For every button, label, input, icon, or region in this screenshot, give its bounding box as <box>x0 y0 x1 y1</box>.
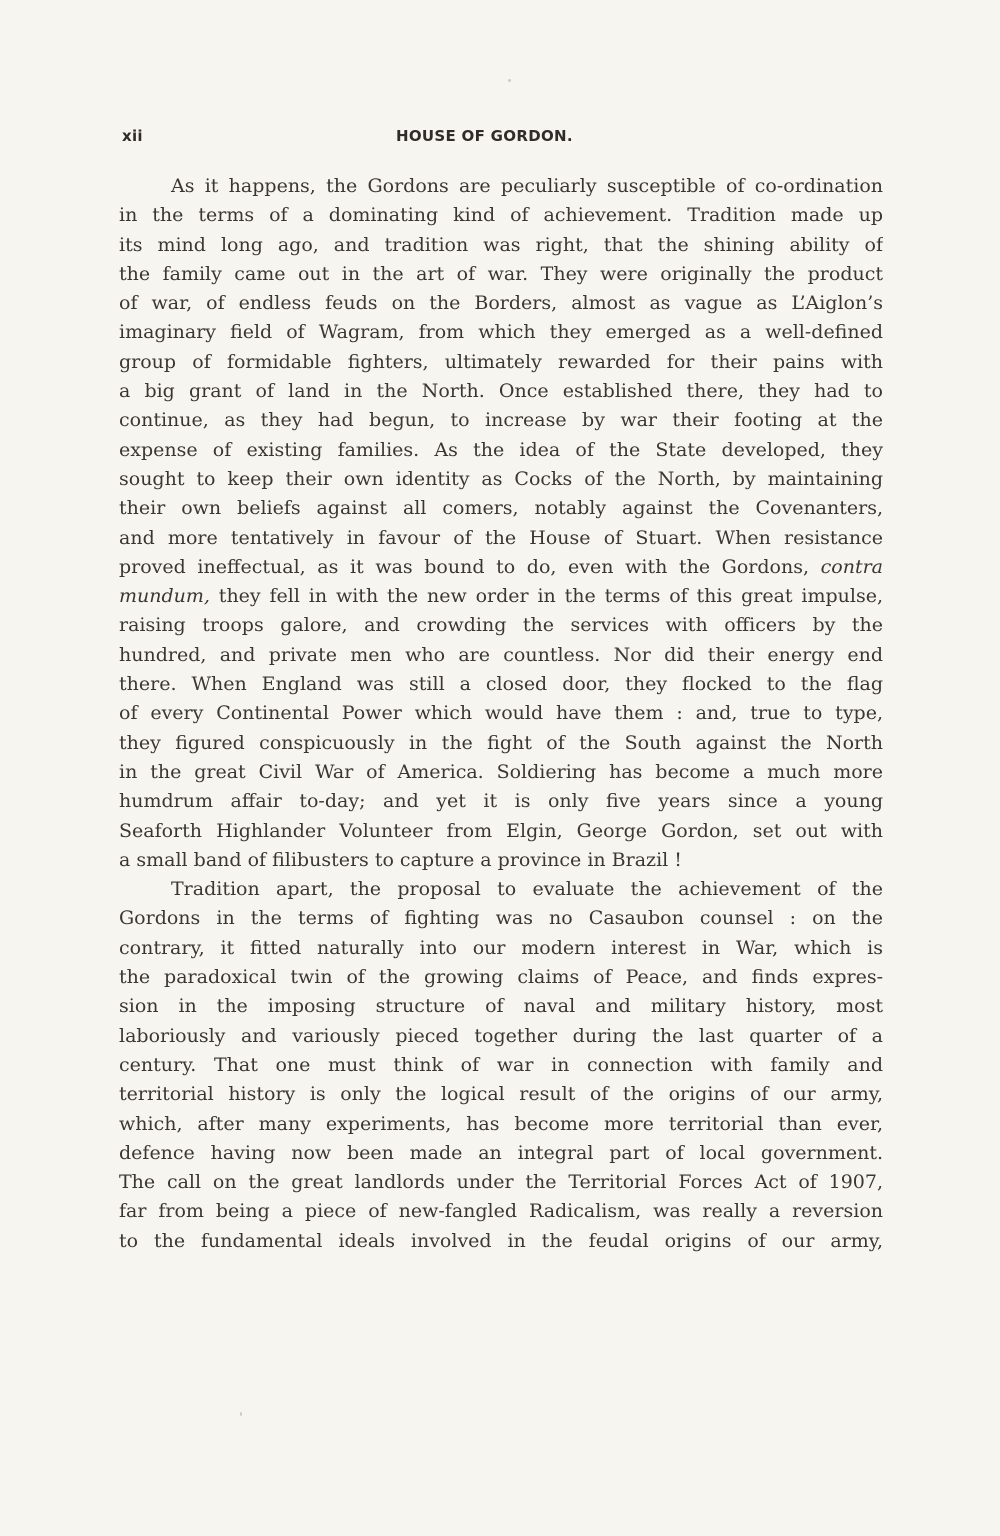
text-line: they figured conspicuously in the fight of the South against the North <box>119 731 883 754</box>
body-text <box>119 172 883 1256</box>
text-line: century. That one must think of war in connection with family and <box>119 1053 883 1076</box>
text-line: territorial history is only the logical result of the origins of our army, <box>119 1083 883 1106</box>
text-line: group of formidable fighters, ultimately rewarded for their pains with <box>119 350 883 373</box>
text-line: of war, of endless feuds on the Borders, almost as vague as L’Aiglon’s <box>119 292 883 315</box>
text-line: in the great Civil War of America. Soldiering has become a much more <box>119 760 883 783</box>
text-line: mundum, they fell in with the new order in the terms of this great impulse, <box>119 585 883 608</box>
text-line: humdrum affair to-day; and yet it is only five years since a young <box>119 790 883 813</box>
italic-phrase: mundum, <box>119 585 210 608</box>
text-line: a small band of filibusters to capture a province in Brazil ! <box>119 848 682 871</box>
text-line: Seaforth Highlander Volunteer from Elgin, George Gordon, set out with <box>119 819 883 842</box>
text-line: proved ineffectual, as it was bound to do, even with the Gordons, contra <box>119 555 883 578</box>
paper-speck <box>240 1412 242 1416</box>
text-line: hundred, and private men who are countless. Nor did their energy end <box>119 643 883 666</box>
text-line: defence having now been made an integral part of local government. <box>119 1141 883 1164</box>
text-line: which, after many experiments, has become more territorial than ever, <box>119 1112 883 1135</box>
text-line: laboriously and variously pieced together during the last quarter of a <box>119 1024 883 1047</box>
text-line: there. When England was still a closed door, they flocked to the flag <box>119 673 883 696</box>
running-head <box>122 127 882 155</box>
text-line: sion in the imposing structure of naval and military history, most <box>119 995 883 1018</box>
text-line: contrary, it fitted naturally into our modern interest in War, which is <box>119 936 883 959</box>
text-line: continue, as they had begun, to increase by war their footing at the <box>119 409 883 432</box>
text-line: The call on the great landlords under the Territorial Forces Act of 1907, <box>119 1171 883 1194</box>
text-line: As it happens, the Gordons are peculiarly susceptible of co-ordination <box>171 175 883 197</box>
text-line: of every Continental Power which would have them : and, true to type, <box>119 702 883 725</box>
text-line: Gordons in the terms of fighting was no Casaubon counsel : on the <box>119 907 883 930</box>
text-line: expense of existing families. As the idea of the State developed, they <box>119 438 883 461</box>
text-line: Tradition apart, the proposal to evaluate the achievement of the <box>171 878 883 901</box>
page-number: xii <box>122 127 143 145</box>
text-line: in the terms of a dominating kind of achievement. Tradition made up <box>119 204 883 227</box>
paper-speck <box>508 79 511 82</box>
text-line: raising troops galore, and crowding the services with officers by the <box>119 614 883 637</box>
text-line: imaginary field of Wagram, from which they emerged as a well-defined <box>119 321 883 344</box>
italic-phrase: contra <box>820 555 883 578</box>
text-line: their own beliefs against all comers, notably against the Covenanters, <box>119 497 883 520</box>
text-line: sought to keep their own identity as Cocks of the North, by maintaining <box>119 467 883 490</box>
running-title: HOUSE OF GORDON. <box>396 127 573 145</box>
text-line: a big grant of land in the North. Once established there, they had to <box>119 380 883 403</box>
text-line: its mind long ago, and tradition was right, that the shining ability of <box>119 233 883 256</box>
text-line: and more tentatively in favour of the House of Stuart. When resistance <box>119 526 883 549</box>
text-line: the family came out in the art of war. They were originally the product <box>119 262 883 285</box>
text-line: the paradoxical twin of the growing claims of Peace, and finds expres- <box>119 966 883 989</box>
text-line: far from being a piece of new-fangled Radicalism, was really a reversion <box>119 1200 883 1223</box>
text-line: to the fundamental ideals involved in the feudal origins of our army, <box>119 1229 883 1252</box>
